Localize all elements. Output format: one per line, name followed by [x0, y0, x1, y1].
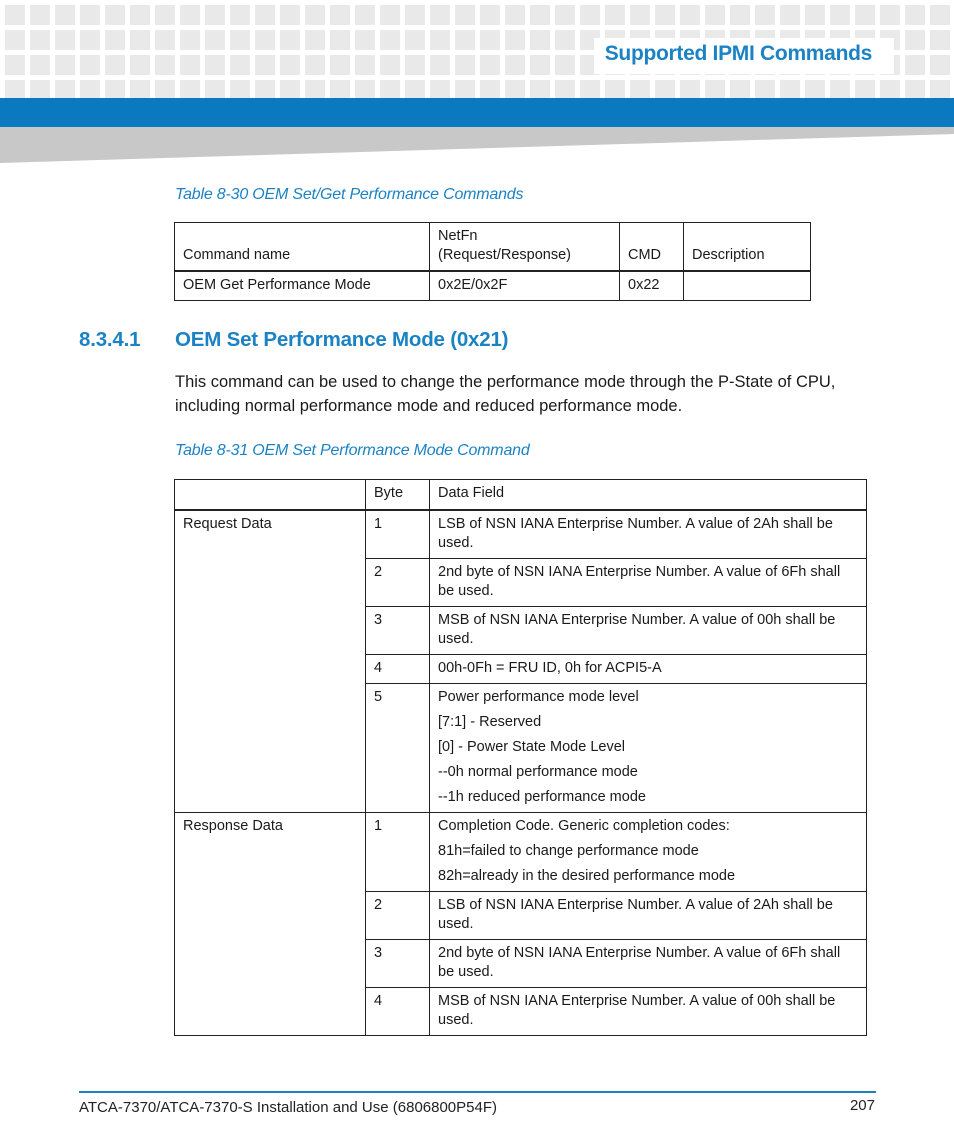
- section-number: 8.3.4.1: [79, 328, 141, 351]
- column-header-netfn: NetFn (Request/Response): [430, 223, 620, 272]
- field-line: --0h normal performance mode: [438, 764, 638, 780]
- cell-byte: 3: [366, 940, 430, 988]
- cell-command-name: OEM Get Performance Mode: [175, 271, 430, 301]
- field-line: [7:1] - Reserved: [438, 714, 542, 730]
- field-line: MSB of NSN IANA Enterprise Number. A value of 00h shall be used.: [438, 612, 836, 647]
- cell-byte: 2: [366, 559, 430, 607]
- cell-data-field: [430, 940, 867, 988]
- column-header-blank: [175, 480, 366, 511]
- cell-data-field: [430, 813, 867, 892]
- footer-rule: [79, 1091, 876, 1093]
- cell-data-field: [430, 988, 867, 1036]
- cell-data-field: [430, 607, 867, 655]
- cell-data-field: [430, 892, 867, 940]
- footer-page-number: 207: [849, 1097, 875, 1114]
- cell-byte: 5: [366, 684, 430, 813]
- table-8-30-caption: Table 8-30 OEM Set/Get Performance Commands: [175, 186, 524, 203]
- group-label-request-data: Request Data: [175, 510, 366, 813]
- table-row: [175, 510, 867, 559]
- column-header-data-field: Data Field: [430, 480, 867, 511]
- field-line: 2nd byte of NSN IANA Enterprise Number. A value of 6Fh shall be used.: [438, 945, 841, 980]
- field-line: Power performance mode level: [438, 689, 639, 705]
- field-line: LSB of NSN IANA Enterprise Number. A value of 2Ah shall be used.: [438, 897, 833, 932]
- section-body-text: This command can be used to change the performance mode through the P-State of CPU, including normal performance mode and reduced performance mode.: [175, 373, 836, 415]
- footer-document-title: ATCA-7370/ATCA-7370-S Installation and Use (6806800P54F): [79, 1099, 498, 1116]
- cell-data-field: [430, 559, 867, 607]
- table-header-row: [175, 480, 867, 511]
- cell-byte: 4: [366, 988, 430, 1036]
- field-line: [0] - Power State Mode Level: [438, 739, 625, 755]
- field-line: Completion Code. Generic completion codes:: [438, 818, 730, 834]
- table-8-31: [174, 479, 867, 1036]
- column-header-byte: Byte: [366, 480, 430, 511]
- cell-byte: 3: [366, 607, 430, 655]
- cell-data-field: [430, 510, 867, 559]
- cell-netfn: 0x2E/0x2F: [430, 271, 620, 301]
- cell-byte: 1: [366, 510, 430, 559]
- field-line: --1h reduced performance mode: [438, 789, 646, 805]
- field-line: LSB of NSN IANA Enterprise Number. A value of 2Ah shall be used.: [438, 516, 833, 551]
- cell-description: [684, 271, 811, 301]
- table-8-31-caption: Table 8-31 OEM Set Performance Mode Command: [175, 442, 530, 459]
- cell-cmd: 0x22: [620, 271, 684, 301]
- table-8-30: [174, 222, 811, 301]
- header-blue-bar: [0, 98, 954, 127]
- table-row: [175, 271, 811, 301]
- field-line: MSB of NSN IANA Enterprise Number. A value of 00h shall be used.: [438, 993, 836, 1028]
- header-section-title: Supported IPMI Commands: [604, 42, 872, 65]
- group-label-response-data: Response Data: [175, 813, 366, 1036]
- cell-byte: 1: [366, 813, 430, 892]
- field-line: 2nd byte of NSN IANA Enterprise Number. A value of 6Fh shall be used.: [438, 564, 841, 599]
- header-swoosh: [0, 127, 954, 163]
- column-header-cmd: CMD: [620, 223, 684, 272]
- section-heading: [79, 328, 508, 352]
- field-line: 82h=already in the desired performance mode: [438, 868, 736, 884]
- cell-data-field: [430, 655, 867, 684]
- field-line: 81h=failed to change performance mode: [438, 843, 699, 859]
- cell-data-field: [430, 684, 867, 813]
- cell-byte: 4: [366, 655, 430, 684]
- column-header-description: Description: [684, 223, 811, 272]
- section-title: OEM Set Performance Mode (0x21): [175, 328, 509, 351]
- column-header-command-name: Command name: [175, 223, 430, 272]
- table-row: [175, 813, 867, 892]
- table-header-row: [175, 223, 811, 272]
- cell-byte: 2: [366, 892, 430, 940]
- field-line: 00h-0Fh = FRU ID, 0h for ACPI5-A: [438, 660, 662, 676]
